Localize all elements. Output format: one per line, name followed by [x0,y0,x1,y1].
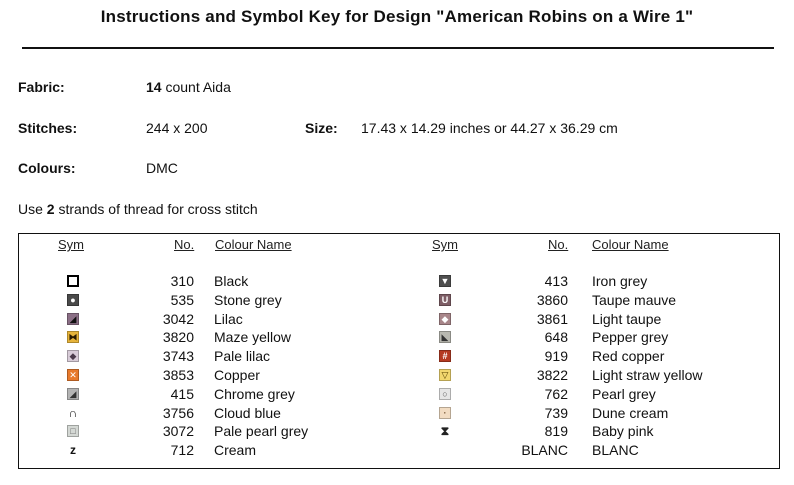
hash-icon: # [439,350,451,362]
bowtie-icon: ⧓ [68,332,78,342]
colour-name: Black [214,273,249,289]
colour-name: Lilac [214,311,243,327]
stitches-label: Stitches: [18,120,78,136]
strands-prefix: Use [18,201,47,217]
down-triangle-icon: ▼ [440,276,450,286]
colour-number: 3756 [162,405,194,421]
fabric-count: 14 [146,79,162,95]
ring-icon: ○ [439,388,451,400]
colour-number: 648 [544,329,568,345]
colour-name: Pearl grey [592,386,656,402]
strands-instruction [18,201,258,217]
colour-name: Maze yellow [214,329,292,345]
dot-icon: · [439,407,451,419]
diamond-icon: ◆ [67,350,79,362]
colour-name: Red copper [592,348,665,364]
colour-name: Light straw yellow [592,367,703,383]
colour-name: Iron grey [592,273,648,289]
circle-in-square-icon: ● [67,294,79,306]
letter-z-icon: z [67,444,79,456]
colour-name: Copper [214,367,260,383]
colour-number: 919 [544,348,568,364]
small-square-icon: □ [67,425,79,437]
colours-label: Colours: [18,160,76,176]
colour-number: 762 [544,386,568,402]
strands-count: 2 [46,201,55,217]
hourglass-icon: ⧗ [440,424,450,438]
colour-name: Light taupe [592,311,662,327]
colour-name: BLANC [592,442,639,458]
colour-number: 3853 [162,367,194,383]
fabric-label: Fabric: [18,79,65,95]
colour-number: 819 [544,423,568,439]
colour-name: Taupe mauve [592,292,677,308]
colour-name: Pale lilac [214,348,271,364]
size-label: Size: [305,120,338,136]
colour-number: BLANC [521,442,568,458]
colour-name: Cloud blue [214,405,281,421]
colour-number: 3743 [162,348,194,364]
letter-u-icon: U [439,294,451,306]
title-divider [22,47,774,49]
half-triangle-icon: ◢ [67,313,79,325]
colour-name: Cream [214,442,257,458]
cross-icon: ✕ [67,369,79,381]
colours-value: DMC [146,160,178,176]
colour-name: Pepper grey [592,329,669,345]
colour-name: Baby pink [592,423,654,439]
colour-number: 3822 [536,367,568,383]
header-name-right: Colour Name [592,237,669,252]
strands-suffix: strands of thread for cross stitch [54,201,258,217]
arch-icon: ∩ [68,406,78,420]
header-no-right: No. [548,237,569,252]
colour-number: 739 [544,405,568,421]
header-sym-right: Sym [432,237,458,252]
colour-name: Stone grey [214,292,282,308]
colour-number: 3860 [536,292,568,308]
fabric-value [146,79,231,95]
hollow-square-icon [67,275,79,287]
colour-number: 310 [170,273,194,289]
wedge-icon: ◣ [439,331,451,343]
colour-name: Pale pearl grey [214,423,309,439]
colour-number: 413 [544,273,568,289]
colour-name: Chrome grey [214,386,295,402]
colour-number: 3861 [536,311,568,327]
size-value: 17.43 x 14.29 inches or 44.27 x 36.29 cm [361,120,618,136]
outline-down-triangle-icon: ▽ [439,369,451,381]
colour-name: Dune cream [592,405,669,421]
colour-number: 535 [170,292,194,308]
fabric-type: count Aida [165,79,231,95]
corner-triangle-icon: ◢ [67,388,79,400]
colour-number: 415 [170,386,194,402]
header-no-left: No. [174,237,195,252]
page-title: Instructions and Symbol Key for Design "American Robins on a Wire 1" [100,7,694,26]
stitches-value: 244 x 200 [146,120,208,136]
colour-number: 3820 [162,329,194,345]
colour-number: 712 [170,442,194,458]
colour-number: 3072 [162,423,194,439]
header-name-left: Colour Name [215,237,292,252]
header-sym-left: Sym [58,237,84,252]
colour-number: 3042 [162,311,194,327]
white-diamond-icon: ◆ [439,313,451,325]
